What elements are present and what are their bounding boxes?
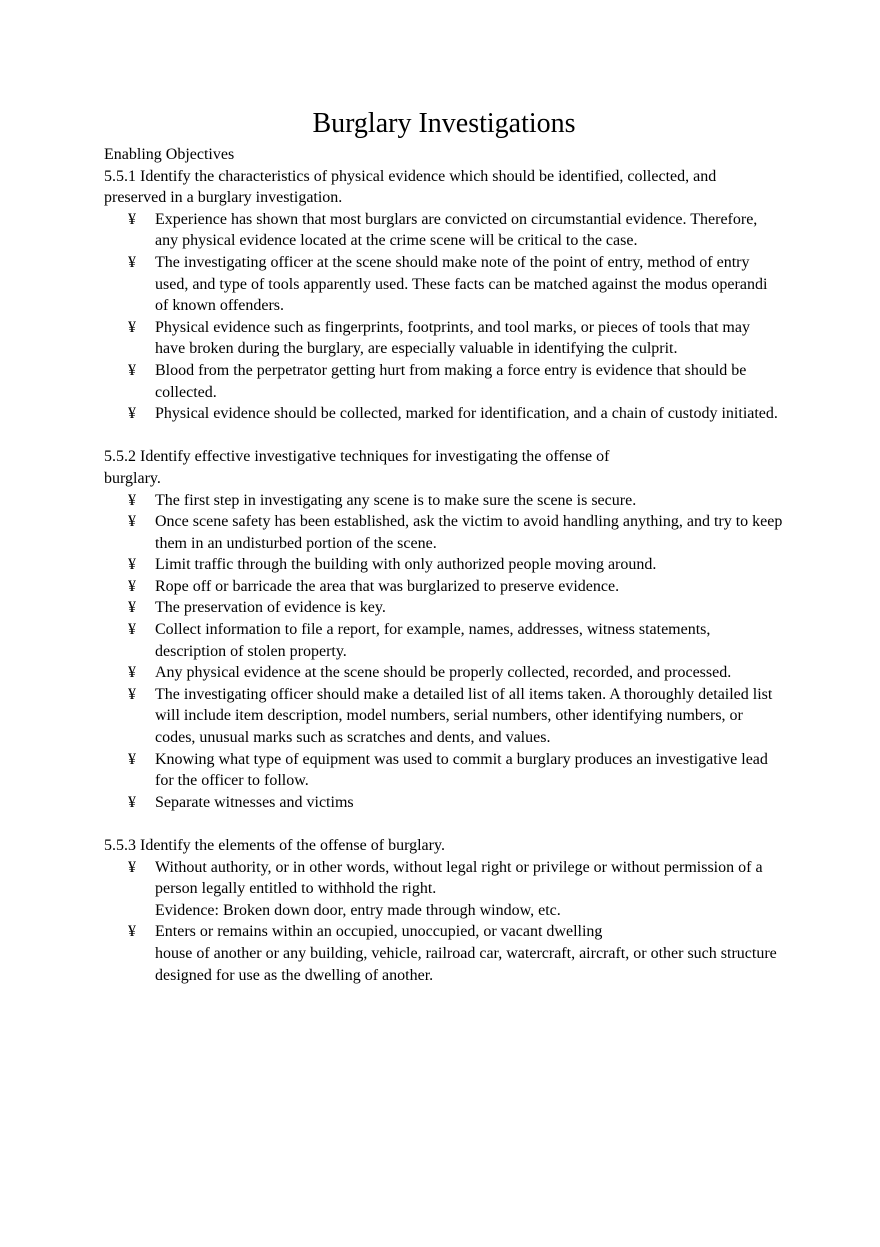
section-heading — [104, 446, 784, 489]
list-item — [104, 921, 784, 986]
list-item — [104, 360, 784, 403]
list-item-text: The first step in investigating any scene is to make sure the scene is secure. — [155, 491, 637, 509]
bullet-marker: ¥ — [128, 750, 136, 768]
list-item — [104, 662, 784, 684]
list-item-text: Enters or remains within an occupied, unoccupied, or vacant dwelling — [155, 923, 603, 941]
section-5-5-3 — [104, 835, 784, 986]
document-title: Burglary Investigations — [312, 108, 576, 139]
section-heading-line: burglary. — [104, 469, 161, 487]
list-item-text: Any physical evidence at the scene should be properly collected, recorded, and processed. — [155, 664, 732, 682]
bullet-marker: ¥ — [128, 577, 136, 595]
list-item — [104, 792, 784, 814]
list-item — [104, 857, 784, 922]
section-heading — [104, 835, 784, 857]
list-item-text: Limit traffic through the building with only authorized people moving around. — [155, 556, 657, 574]
spacer — [104, 813, 784, 835]
bullet-marker: ¥ — [128, 253, 136, 271]
list-item — [104, 576, 784, 598]
list-item — [104, 749, 784, 792]
bullet-list — [104, 857, 784, 987]
list-item-text: Without authority, or in other words, without legal right or privilege or without permission of a person legally entitled to withhold the right. — [155, 858, 763, 898]
bullet-marker: ¥ — [128, 793, 136, 811]
document-page — [104, 106, 784, 986]
list-item — [104, 619, 784, 662]
bullet-marker: ¥ — [128, 361, 136, 379]
list-item — [104, 684, 784, 749]
list-item-text: Blood from the perpetrator getting hurt from making a force entry is evidence that should be collected. — [155, 361, 747, 401]
bullet-marker: ¥ — [128, 664, 136, 682]
list-item-text: The preservation of evidence is key. — [155, 599, 386, 617]
list-item-subtext: Evidence: Broken down door, entry made through window, etc. — [155, 901, 561, 919]
bullet-marker: ¥ — [128, 556, 136, 574]
list-item-text: Knowing what type of equipment was used to commit a burglary produces an investigative lead for the officer to follow. — [155, 750, 768, 790]
list-item-text: Physical evidence such as fingerprints, footprints, and tool marks, or pieces of tools that may have broken during the burglary, are especially valuable in identifying the culprit. — [155, 318, 750, 358]
bullet-marker: ¥ — [128, 513, 136, 531]
section-heading — [104, 166, 784, 209]
section-5-5-2 — [104, 446, 784, 813]
list-item-text: The investigating officer at the scene should make note of the point of entry, method of entry used, and type of tools apparently used. These facts can be matched against the modus operandi of known offenders. — [155, 253, 768, 315]
list-item — [104, 403, 784, 425]
list-item — [104, 554, 784, 576]
list-item — [104, 511, 784, 554]
list-item-text: Once scene safety has been established, ask the victim to avoid handling anything, and try to keep them in an undisturbed portion of the scene. — [155, 513, 783, 552]
section-heading-line: 5.5.1 Identify the characteristics of physical evidence which should be identified, collected, and — [104, 167, 717, 185]
spacer — [104, 425, 784, 447]
bullet-marker: ¥ — [128, 210, 136, 228]
section-heading-line: preserved in a burglary investigation. — [104, 189, 343, 207]
list-item-text: The investigating officer should make a detailed list of all items taken. A thoroughly detailed list will include item description, model numbers, serial numbers, other identifying numbers, or codes, unusual marks such as scratches and dents, and values. — [155, 685, 773, 747]
bullet-marker: ¥ — [128, 318, 136, 336]
list-item-subtext: house of another or any building, vehicle, railroad car, watercraft, aircraft, or other such structure designed for use as the dwelling of another. — [155, 944, 777, 984]
bullet-marker: ¥ — [128, 621, 136, 639]
bullet-marker: ¥ — [128, 491, 136, 509]
bullet-marker: ¥ — [128, 858, 136, 876]
list-item — [104, 597, 784, 619]
enabling-objectives-label: Enabling Objectives — [104, 146, 235, 163]
section-5-5-1 — [104, 166, 784, 425]
list-item — [104, 252, 784, 317]
list-item — [104, 209, 784, 252]
list-item-text: Experience has shown that most burglars are convicted on circumstantial evidence. Therefore, any physical evidence located at the crime scene will be critical to the case. — [155, 210, 758, 250]
bullet-marker: ¥ — [128, 923, 136, 941]
section-heading-line: 5.5.2 Identify effective investigative techniques for investigating the offense of — [104, 448, 610, 466]
bullet-marker: ¥ — [128, 599, 136, 617]
list-item-text: Rope off or barricade the area that was burglarized to preserve evidence. — [155, 577, 620, 595]
list-item-text: Collect information to file a report, for example, names, addresses, witness statements, description of stolen property. — [155, 621, 711, 660]
list-item — [104, 490, 784, 512]
bullet-list — [104, 209, 784, 425]
list-item — [104, 317, 784, 360]
section-heading-line: 5.5.3 Identify the elements of the offense of burglary. — [104, 837, 445, 854]
list-item-text: Separate witnesses and victims — [155, 793, 354, 811]
bullet-marker: ¥ — [128, 405, 136, 423]
bullet-marker: ¥ — [128, 685, 136, 703]
bullet-list — [104, 490, 784, 814]
list-item-text: Physical evidence should be collected, marked for identification, and a chain of custody initiated. — [155, 405, 778, 423]
